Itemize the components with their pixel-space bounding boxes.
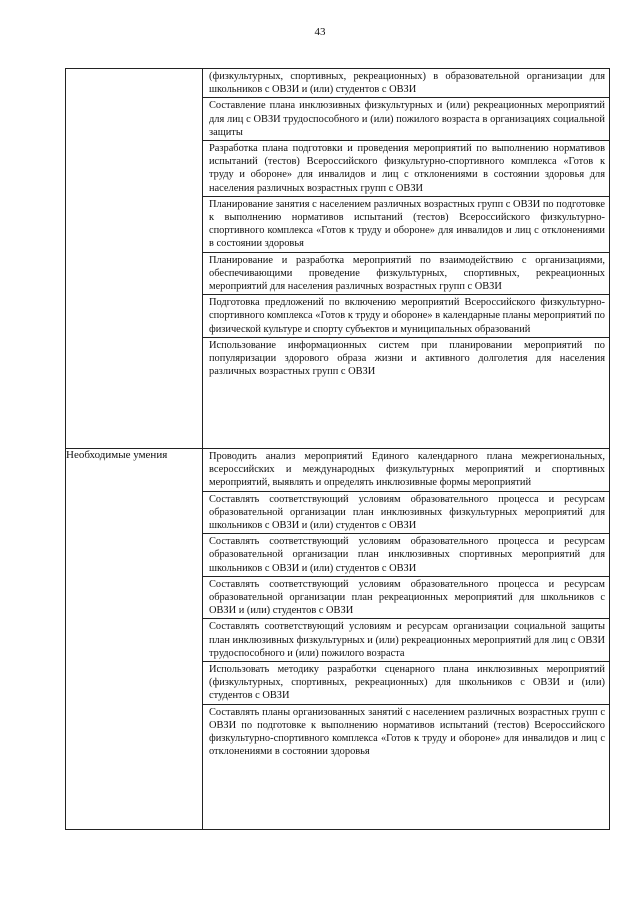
list-item: Планирование занятия с населением различных возрастных групп с ОВЗИ по подготовке к выполнению нормативов испытаний (тестов) Всероссийского физкультурно-спортивного комплекса «Готов к труду и обороне» для инвалидов и лиц с отклонениями в состоянии здоровья	[203, 197, 609, 253]
list-item: Составление плана инклюзивных физкультурных и (или) рекреационных мероприятий для лиц с ОВЗИ трудоспособного и (или) пожилого возраста в организациях социальной защиты	[203, 98, 609, 141]
list-item: Составлять соответствующий условиям образовательного процесса и ресурсам образовательной организации план рекреационных мероприятий для школьников с ОВЗИ и (или) студентов с ОВЗИ	[203, 577, 609, 620]
list-item: Проводить анализ мероприятий Единого календарного плана межрегиональных, всероссийских и международных физкультурных мероприятий и спортивных мероприятий, выявлять и определять инклюзивные формы мероприятий	[203, 449, 609, 492]
table-row	[66, 69, 610, 449]
page-number: 43	[314, 26, 326, 38]
list-item: Составлять соответствующий условиям образовательного процесса и ресурсам образовательной организации план инклюзивных физкультурных мероприятий для школьников с ОВЗИ и (или) студентов с ОВЗИ	[203, 492, 609, 535]
list-item: Разработка плана подготовки и проведения мероприятий по выполнению нормативов испытаний (тестов) Всероссийского физкультурно-спортивного комплекса «Готов к труду и обороне» для инвалидов и лиц с отклонениями в состоянии здоровья для населения различных возрастных групп с ОВЗИ	[203, 141, 609, 197]
list-item: Подготовка предложений по включению мероприятий Всероссийского физкультурно-спортивного комплекса «Готов к труду и обороне» в календарные планы мероприятий по физической культуре и спорту субъектов и муниципальных образований	[203, 295, 609, 338]
list-item: Планирование и разработка мероприятий по взаимодействию с организациями, обеспечивающими проведение физкультурных, спортивных, рекреационных мероприятий для населения различных возрастных групп с ОВЗИ	[203, 253, 609, 296]
list-item: Использовать методику разработки сценарного плана инклюзивных мероприятий (физкультурных, спортивных, рекреационных) для школьников с ОВЗИ и (или) студентов с ОВЗИ	[203, 662, 609, 705]
list-item: Использование информационных систем при планировании мероприятий по популяризации здорового образа жизни и активного долголетия для населения различных возрастных групп с ОВЗИ	[209, 339, 605, 378]
row-content	[203, 449, 610, 830]
row-label: Необходимые умения	[66, 449, 203, 830]
list-item: Составлять соответствующий условиям и ресурсам организации социальной защиты план инклюзивных физкультурных и (или) рекреационных мероприятий для лиц с ОВЗИ трудоспособного и (или) пожилого возраста	[203, 619, 609, 662]
list-item: Составлять соответствующий условиям образовательного процесса и ресурсам образовательной организации план инклюзивных спортивных мероприятий для школьников с ОВЗИ и (или) студентов с ОВЗИ	[203, 534, 609, 577]
qualification-table	[65, 68, 610, 830]
row-content	[203, 69, 610, 449]
list-item: Составлять планы организованных занятий с населением различных возрастных групп с ОВЗИ по подготовке к выполнению нормативов испытаний (тестов) Всероссийского физкультурно-спортивного комплекса «Готов к труду и обороне» для инвалидов и лиц с отклонениями в состоянии здоровья	[209, 706, 605, 758]
list-item: (физкультурных, спортивных, рекреационных) в образовательной организации для школьников с ОВЗИ и (или) студентов с ОВЗИ	[203, 69, 609, 98]
row-label	[66, 69, 203, 449]
table-row	[66, 449, 610, 830]
